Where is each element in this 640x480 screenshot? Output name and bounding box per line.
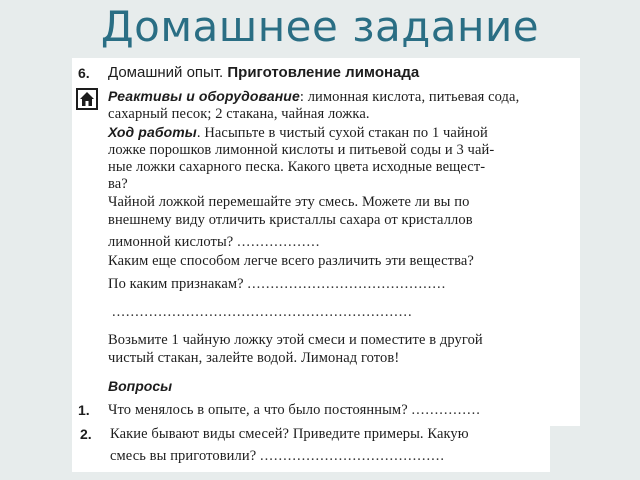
procedure-line-3: ные ложки сахарного песка. Какого цвета исходные вещест- (108, 159, 486, 175)
textbook-page (72, 58, 580, 426)
question-1: Что менялось в опыте, а что было постоянным? ............... (108, 402, 481, 418)
final-line-2: чистый стакан, залейте водой. Лимонад готов! (108, 350, 400, 366)
home-experiment-icon (76, 88, 98, 110)
reagents-line-1: Реактивы и оборудование: лимонная кислота, питьевая сода, (108, 88, 520, 105)
mix-line-3: лимонной кислоты? .................. (108, 234, 321, 250)
final-line-1: Возьмите 1 чайную ложку этой смеси и поместите в другой (108, 332, 483, 348)
answer-blank: .................. (237, 234, 321, 250)
question-2-line-1: Какие бывают виды смесей? Приведите примеры. Какую (110, 426, 469, 442)
answer-blank: ............... (411, 402, 481, 418)
textbook-page-fragment (72, 420, 550, 472)
reagents-line-2: сахарный песок; 2 стакана, чайная ложка. (108, 106, 370, 122)
mix-line-1: Чайной ложкой перемешайте эту смесь. Можете ли вы по (108, 194, 470, 210)
question-2-number: 2. (80, 426, 92, 442)
procedure-line-2: ложке порошков лимонной кислоты и питьевой соды и 3 чай- (108, 142, 495, 158)
task-heading (108, 64, 419, 81)
questions-heading: Вопросы (108, 378, 173, 394)
procedure-line-1: Ход работы. Насыпьте в чистый сухой стакан по 1 чайной (108, 124, 488, 141)
answer-blank: ........................................ (259, 448, 445, 464)
task-heading-plain: Домашний опыт. (108, 64, 224, 81)
other-way-question: Каким еще способом легче всего различить эти вещества? (108, 253, 474, 269)
answer-blank-long: ................................................................. (112, 304, 413, 320)
slide-title: Домашнее задание (100, 2, 540, 51)
task-heading-bold: Приготовление лимонада (227, 64, 420, 81)
mix-line-2: внешнему виду отличить кристаллы сахара от кристаллов (108, 212, 473, 228)
answer-blank: ........................................... (247, 276, 447, 292)
question-1-number: 1. (78, 402, 90, 418)
task-number: 6. (78, 65, 90, 81)
procedure-label: Ход работы (108, 124, 197, 140)
signs-question: По каким признакам? ........................................... (108, 276, 447, 292)
reagents-label: Реактивы и оборудование (108, 88, 300, 104)
procedure-line-4: ва? (108, 176, 128, 192)
question-2-line-2: смесь вы приготовили? ........................................ (110, 448, 445, 464)
